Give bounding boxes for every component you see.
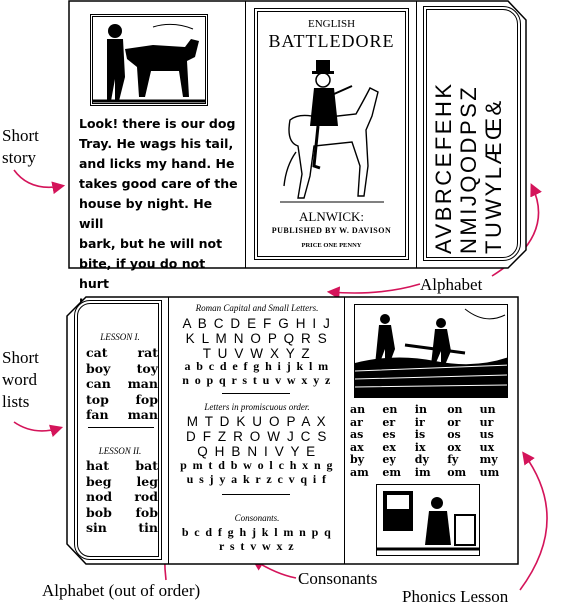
syllable: is [414, 428, 426, 441]
syllable: or [447, 415, 461, 429]
word: cat [86, 345, 108, 360]
syllable: en [382, 403, 398, 416]
word: leg [136, 473, 158, 489]
caps-line: A B C D E F G H I J [182, 316, 332, 331]
word: beg [86, 473, 112, 489]
cover-price: PRICE ONE PENNY [301, 242, 362, 249]
caps-line: T U V W X Y Z [202, 346, 312, 361]
lesson-1-words [86, 345, 158, 423]
lesson-1-title: LESSON I. [100, 332, 140, 342]
syllable: em [382, 465, 402, 479]
word-pair [86, 520, 158, 536]
top-divider-2 [416, 1, 417, 268]
word: toy [136, 360, 158, 376]
small-line: p m t d b w o l c h x n g [180, 458, 334, 472]
story-line: house by night. He will [79, 196, 213, 231]
syllable: ur [479, 415, 494, 429]
story-line: Look! there is our dog [79, 116, 236, 131]
callout-word-lists-line1: Short [2, 348, 39, 367]
syllable: ax [350, 440, 364, 454]
callout-short-story-line2: story [2, 148, 36, 167]
phonics-row [350, 404, 512, 417]
callout-consonants: Consonants [298, 569, 378, 588]
syllable: ox [447, 440, 462, 454]
short-story-text [79, 114, 239, 314]
rider-woodcut [280, 56, 384, 204]
caps-line: D F Z R O W J C S [186, 429, 328, 444]
phonics-row [350, 467, 512, 480]
syllable: om [447, 465, 467, 479]
bottom-divider-2 [344, 297, 345, 564]
middle-divider-2 [222, 494, 290, 495]
syllable: ux [479, 440, 495, 454]
syllable: es [382, 428, 396, 441]
word: rod [134, 489, 158, 504]
small-line: a b c d e f g h i j k l m [184, 359, 330, 373]
syllable: im [414, 465, 431, 479]
small-line: b c d f g h j k l m n p q [181, 525, 333, 539]
syllable: un [479, 403, 496, 416]
word: fan [86, 407, 109, 422]
arrow-short-story [14, 170, 62, 187]
caps-line: K L M N O P Q R S [185, 331, 329, 346]
word: rat [137, 345, 158, 360]
syllable: ex [382, 440, 396, 454]
syllable: by [350, 453, 365, 466]
story-line: bite, if you do not hurt [79, 256, 206, 291]
syllable: er [382, 415, 396, 429]
word: can [86, 376, 111, 391]
callout-alphabet-out-of-order: Alphabet (out of order) [42, 581, 201, 600]
cover-title-large: BATTLEDORE [268, 31, 395, 51]
promiscuous-title: Letters in promiscuous order. [204, 402, 310, 412]
syllable: ar [350, 415, 363, 429]
alphabet-line-3: TUWYLÆŒ& [481, 98, 506, 254]
syllable: um [479, 465, 500, 479]
alphabet-line-2: NMIJQODPSZ [456, 84, 481, 254]
consonant-letters [170, 525, 344, 553]
syllable: as [350, 428, 364, 441]
word: nod [86, 489, 113, 504]
story-line: takes good care of the [79, 176, 238, 191]
word: boy [86, 360, 111, 376]
lesson-divider [88, 427, 154, 428]
callout-alphabet: Alphabet [420, 275, 483, 294]
cover-title-small: ENGLISH [307, 18, 356, 30]
roman-capitals [170, 316, 344, 361]
small-line: n o p q r s t u v w x y z [182, 373, 332, 387]
syllable: ir [414, 415, 425, 429]
consonants-title: Consonants. [234, 513, 280, 523]
syllable: am [350, 465, 369, 479]
caps-line: Q H B N I V Y E [197, 444, 317, 459]
syllable: fy [447, 453, 459, 466]
alphabet-line-1: AVBRCEFEHK [431, 81, 456, 254]
syllable: ey [382, 453, 396, 466]
callout-word-lists-line2: word [2, 370, 37, 389]
word-pair [86, 376, 158, 392]
syllable: in [414, 403, 427, 416]
interior-woodcut [376, 484, 480, 556]
word: bat [135, 458, 158, 473]
syllable: on [447, 403, 463, 416]
travellers-woodcut [354, 304, 508, 398]
word: tin [138, 520, 158, 535]
promiscuous-small [170, 458, 344, 486]
story-line: and licks my hand. He [79, 156, 235, 171]
syllable: us [479, 428, 494, 441]
middle-divider-1 [222, 393, 290, 394]
syllable: os [447, 428, 461, 441]
cover-publisher: PUBLISHED BY W. DAVISON [271, 226, 392, 235]
caps-line: M T D K U O P A X [186, 414, 328, 429]
word: man [127, 376, 158, 391]
word-pair [86, 474, 158, 490]
word-pair [86, 489, 158, 505]
promiscuous-capitals [170, 414, 344, 459]
word-pair [86, 458, 158, 474]
phonics-table [350, 404, 512, 479]
top-divider-1 [245, 1, 246, 268]
word: man [127, 407, 158, 422]
syllable: ix [414, 440, 426, 454]
dog-woodcut [90, 14, 208, 106]
story-line: bark, but he will not [79, 236, 223, 251]
word-pair [86, 345, 158, 361]
word-pair [86, 505, 158, 521]
word: sin [86, 520, 107, 535]
word: bob [86, 504, 112, 520]
roman-small-letters [170, 359, 344, 387]
small-line: r s t v w x z [219, 539, 295, 553]
roman-letters-title: Roman Capital and Small Letters. [195, 303, 319, 313]
callout-phonics-lesson: Phonics Lesson [402, 587, 509, 606]
arrow-short-word-lists [14, 422, 60, 431]
syllable: an [350, 403, 366, 416]
story-line: Tray. He wags his tail, [79, 136, 234, 151]
arrow-alphabet-bottom [330, 284, 420, 293]
lesson-2-words [86, 458, 158, 536]
word: fob [135, 504, 158, 520]
word: hat [86, 458, 109, 473]
lesson-2-title: LESSON II. [98, 446, 142, 456]
cover-place: ALNWICK: [299, 209, 364, 224]
small-line: u s j y a k r z c v q i f [186, 472, 328, 486]
bottom-divider-1 [168, 297, 169, 564]
callout-word-lists-line3: lists [2, 392, 30, 411]
syllable: my [479, 453, 498, 466]
arrow-phonics-lesson [520, 454, 547, 590]
phonics-row [350, 454, 512, 467]
word: fop [135, 391, 158, 407]
word: top [86, 391, 109, 407]
phonics-row [350, 429, 512, 442]
word-pair [86, 407, 158, 423]
callout-short-story-line1: Short [2, 126, 39, 145]
word-pair [86, 361, 158, 377]
syllable: dy [414, 453, 429, 466]
word-pair [86, 392, 158, 408]
